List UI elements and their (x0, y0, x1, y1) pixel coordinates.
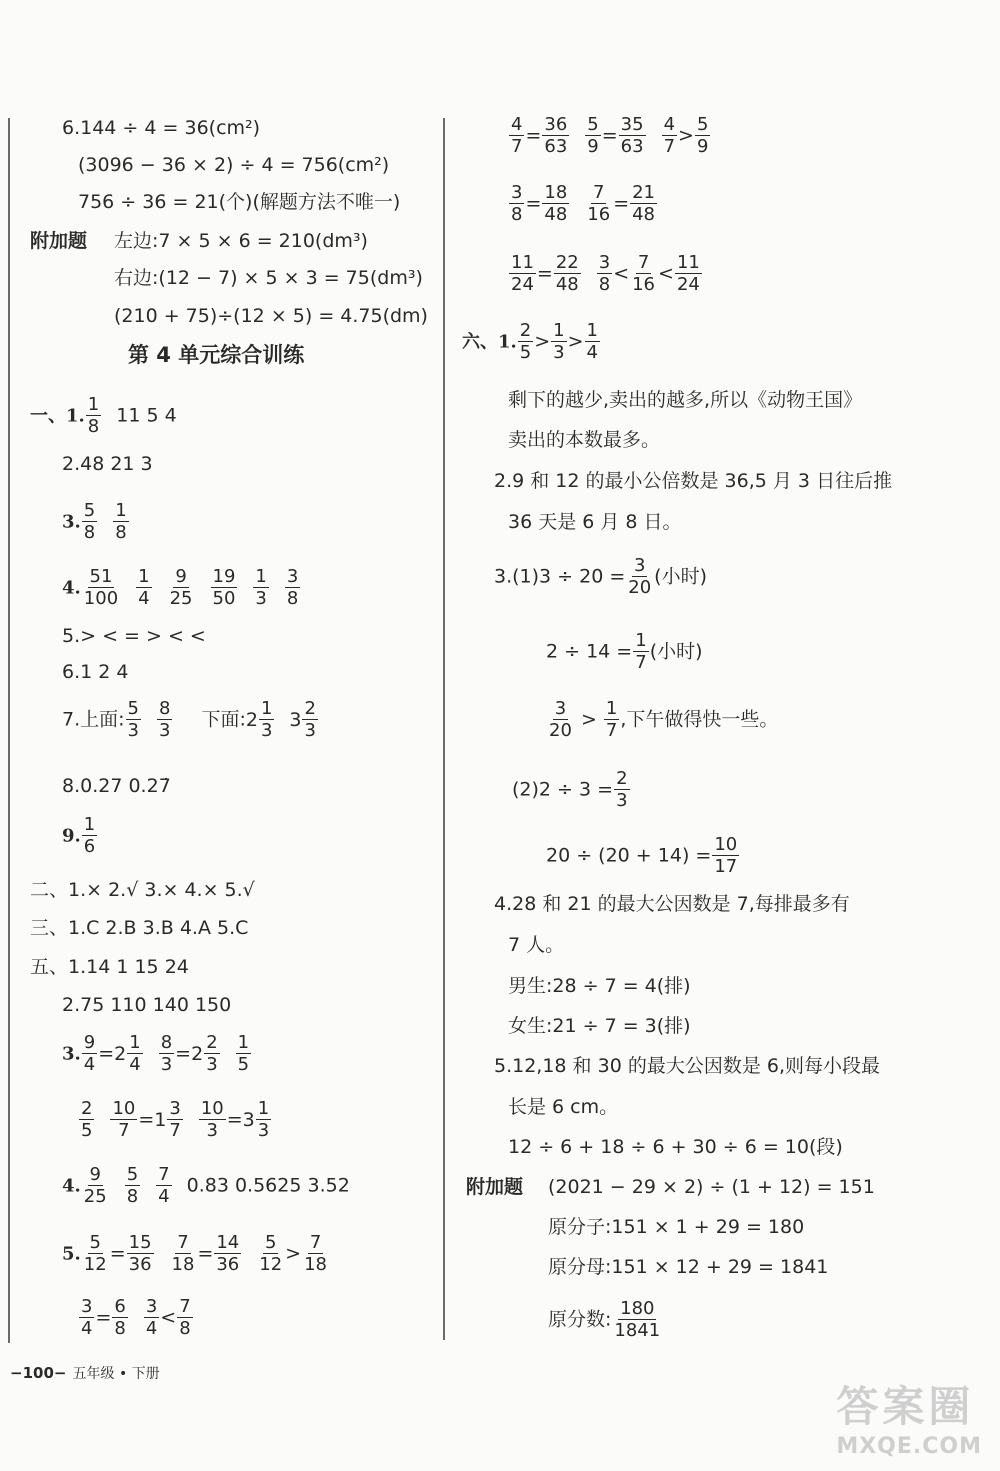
q6-4d: 女生:21 ÷ 7 = 3(排) (508, 1015, 691, 1037)
bonus-right-1: (2021 − 29 × 2) ÷ (1 + 12) = 151 (548, 1176, 875, 1198)
unit-title: 第 4 单元综合训练 (128, 343, 305, 367)
q6-3d: (2)2 ÷ 3 = $\frac{2}{3}$ (512, 768, 628, 811)
q1-6: 6.1 2 4 (62, 661, 129, 683)
bonus-right-4: 原分数: $\frac{180}{1841}$ (548, 1298, 661, 1341)
q1-3: 3. $\frac{5}{8}$ $\frac{1}{8}$ (62, 500, 127, 543)
q5-3a: 3. $\frac{9}{4}$ =2 $\frac{1}{4}$ $\frac{8}{3}$ =2 $\frac{2}{3}$ $\frac{1}{5}$ (62, 1032, 250, 1075)
q5-4: 4. $\frac{9}{25}$ $\frac{5}{8}$ $\frac{7}{4}$ 0.83 0.5625 3.52 (62, 1164, 350, 1207)
page-footer (10, 1360, 160, 1386)
q5-5e: $\frac{11}{24}$ = $\frac{22}{48}$ $\frac{3}{8}$ < $\frac{7}{16}$ < $\frac{11}{24}$ (511, 252, 700, 295)
bonus-label-right: 附加题 (466, 1176, 524, 1198)
bonus-left-2: 右边:(12 − 7) × 5 × 3 = 75(dm³) (114, 267, 423, 289)
q6-5b: 长是 6 cm。 (508, 1096, 619, 1118)
q1-9: 9. $\frac{1}{6}$ (62, 814, 96, 857)
q6-2b: 36 天是 6 月 8 日。 (508, 511, 682, 533)
q6-1-text2: 卖出的本数最多。 (508, 429, 661, 451)
q1-8: 8.0.27 0.27̇ (62, 775, 171, 797)
grade-label: 五年级 • 下册 (72, 1366, 160, 1382)
q6-2a: 2.9 和 12 的最小公倍数是 36,5 月 3 日往后推 (494, 470, 893, 492)
q5-1: 五、1.14 1 15 24 (30, 956, 189, 978)
q1-5: 5.> < = > < < (62, 625, 206, 647)
bonus-left-1: 左边:7 × 5 × 6 = 210(dm³) (114, 230, 368, 252)
column-divider (443, 118, 445, 1340)
q6-3b: 2 ÷ 14 = $\frac{1}{7}$ (小时) (546, 630, 703, 673)
q6-4b: 7 人。 (508, 934, 565, 956)
q6-5a: 5.12,18 和 30 的最大公因数是 6,则每小段最 (494, 1055, 880, 1077)
left-margin-rule (8, 118, 10, 1343)
q5-3b: $\frac{2}{5}$ $\frac{10}{7}$ =1 $\frac{3}{7}$ $\frac{10}{3}$ =3 $\frac{1}{3}$ (81, 1098, 270, 1141)
q1-4: 4. $\frac{51}{100}$ $\frac{1}{4}$ $\frac{9}{25}$ $\frac{19}{50}$ $\frac{1}{3}$ $\frac{3}{8}$ (62, 566, 299, 609)
q6-5c: 12 ÷ 6 + 18 ÷ 6 + 30 ÷ 6 = 10(段) (508, 1136, 843, 1158)
q1-2: 2.48 21 3 (62, 453, 153, 475)
q5-5b: $\frac{3}{4}$ = $\frac{6}{8}$ $\frac{3}{4}$ < $\frac{7}{8}$ (81, 1296, 191, 1339)
q2: 二、1.× 2.√ 3.× 4.× 5.√ (30, 879, 255, 901)
q6-1: 六、1. $\frac{2}{5}$ > $\frac{1}{3}$ > $\frac{1}{4}$ (462, 320, 598, 363)
watermark: 答案圈 MXQE.COM (836, 1382, 982, 1459)
answer-6b: (3096 − 36 × 2) ÷ 4 = 756(cm²) (78, 154, 390, 176)
q6-1-text1: 剩下的越少,卖出的越多,所以《动物王国》 (508, 389, 863, 411)
answer-6a: 6.144 ÷ 4 = 36(cm²) (62, 117, 261, 139)
q6-3e: 20 ÷ (20 + 14) = $\frac{10}{17}$ (546, 834, 738, 877)
bonus-right-3: 原分母:151 × 12 + 29 = 1841 (548, 1256, 829, 1278)
page-number: −100− (10, 1364, 67, 1382)
q6-3c: $\frac{3}{20}$ > $\frac{1}{7}$ ,下午做得快一些。 (549, 698, 779, 741)
q6-3a: 3.(1)3 ÷ 20 = $\frac{3}{20}$ (小时) (494, 555, 707, 598)
q6-4a: 4.28 和 21 的最大公因数是 7,每排最多有 (494, 893, 850, 915)
q1-1: 一、1. $\frac{1}{8}$ 11 5 4 (30, 394, 177, 437)
bonus-left-3: (210 + 75)÷(12 × 5) = 4.75(dm) (114, 305, 428, 327)
q5-2: 2.75 110 140 150 (62, 994, 232, 1016)
bonus-right-2: 原分子:151 × 1 + 29 = 180 (548, 1216, 805, 1238)
q6-4c: 男生:28 ÷ 7 = 4(排) (508, 975, 691, 997)
q1-7: 7.上面: $\frac{5}{3}$ $\frac{8}{3}$ 下面:2 $\frac{1}{3}$ 3 $\frac{2}{3}$ (62, 698, 316, 741)
q5-5a: 5. $\frac{5}{12}$ = $\frac{15}{36}$ $\frac{7}{18}$ = $\frac{14}{36}$ $\frac{5}{12}$ > $\frac{7}{18}$ (62, 1232, 327, 1275)
q5-5d: $\frac{3}{8}$ = $\frac{18}{48}$ $\frac{7}{16}$ = $\frac{21}{48}$ (511, 182, 656, 225)
bonus-label-left: 附加题 (30, 230, 88, 252)
q3: 三、1.C 2.B 3.B 4.A 5.C (30, 917, 249, 939)
answer-6c: 756 ÷ 36 = 21(个)(解题方法不唯一) (78, 191, 401, 213)
fraction: $\frac{1}{8}$ (87, 394, 100, 437)
q5-5c: $\frac{4}{7}$ = $\frac{36}{63}$ $\frac{5}{9}$ = $\frac{35}{63}$ $\frac{4}{7}$ > $\frac{5}{9}$ (511, 114, 709, 157)
